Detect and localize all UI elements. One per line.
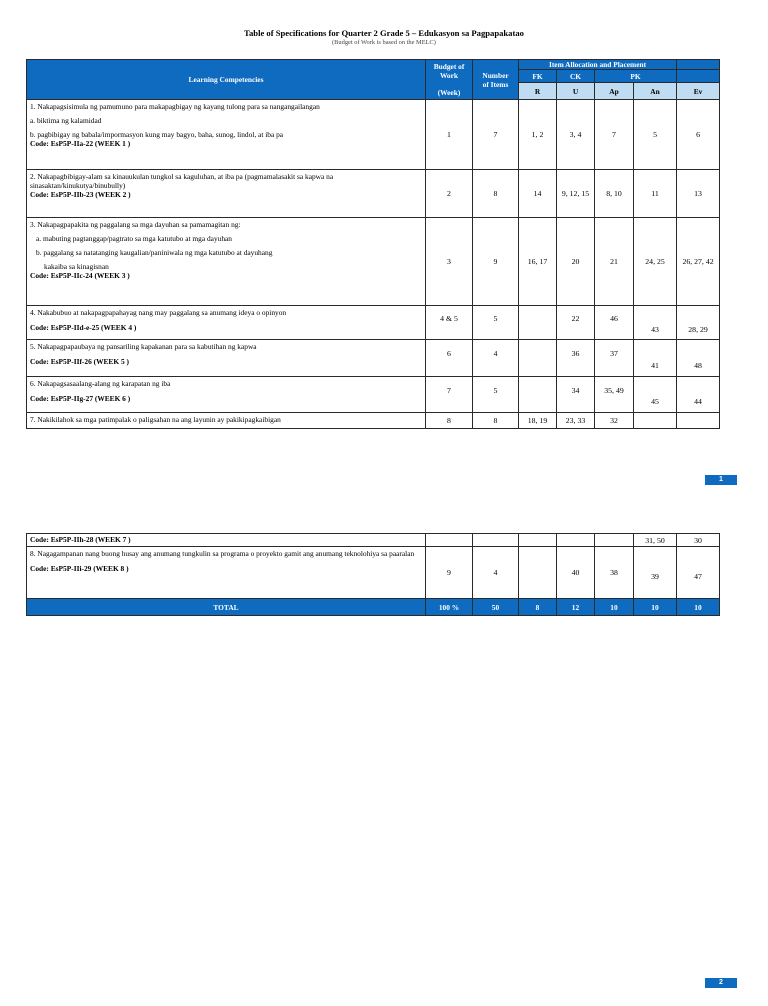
competency-code: Code: EsP5P-IIf-26 (WEEK 5 ) (30, 357, 129, 367)
ap-cell: 37 (595, 340, 634, 377)
week-cell (426, 534, 473, 547)
header-group-pk: PK (595, 70, 677, 83)
table-row (27, 340, 720, 377)
total-row (27, 599, 720, 616)
header-budget-line1: Budget of (433, 62, 465, 71)
ev-cell: 47 (677, 547, 720, 599)
competency-cell (27, 340, 426, 377)
items-cell: 8 (473, 170, 519, 218)
header-item-allocation: Item Allocation and Placement (519, 60, 677, 70)
an-cell: 39 (634, 547, 677, 599)
header-sub-an: An (634, 83, 677, 100)
week-cell: 6 (426, 340, 473, 377)
table-row (27, 377, 720, 413)
ev-cell: 48 (677, 340, 720, 377)
competency-code: Code: EsP5P-IIh-28 (WEEK 7 ) (30, 535, 131, 544)
u-cell: 9, 12, 15 (557, 170, 595, 218)
competency-text: 2. Nakapagbibigay-alam sa kinauukulan tungkol sa kaguluhan, at iba pa (pagmamalasakit sa kapwa na sinasaktan/kinukutya/binubully) (30, 172, 334, 191)
table-row (27, 534, 720, 547)
header-sub-u: U (557, 83, 595, 100)
u-cell: 20 (557, 218, 595, 306)
u-cell: 3, 4 (557, 100, 595, 170)
competency-code: Code: EsP5P-IIc-24 (WEEK 3 ) (30, 271, 130, 281)
ap-cell: 7 (595, 100, 634, 170)
competency-subitem: b. paggalang sa natatanging kaugalian/paniniwala ng mga katutubo at dayuhang (36, 248, 273, 258)
header-group-ck: CK (557, 70, 595, 83)
ev-cell: 30 (677, 534, 720, 547)
competency-text: 6. Nakapagsasaalang-alang ng karapatan ng iba (30, 379, 171, 388)
ap-cell: 46 (595, 306, 634, 340)
competency-cell (27, 170, 426, 218)
u-cell (557, 534, 595, 547)
competency-subitem: a. biktima ng kalamidad (30, 116, 102, 126)
ev-cell (677, 413, 720, 429)
header-number-of-items (473, 60, 519, 100)
header-sub-ev: Ev (677, 83, 720, 100)
header-budget-line2: Work (439, 71, 459, 80)
ap-cell: 32 (595, 413, 634, 429)
competency-code: Code: EsP5P-IIi-29 (WEEK 8 ) (30, 564, 129, 574)
items-cell: 8 (473, 413, 519, 429)
items-cell: 5 (473, 306, 519, 340)
competency-cell (27, 534, 426, 547)
r-cell (519, 340, 557, 377)
an-cell: 41 (634, 340, 677, 377)
table-row (27, 218, 720, 306)
page-number-badge: 2 (705, 978, 737, 988)
header-items-line1: Number (482, 70, 509, 80)
competency-text: 4. Nakabubuo at nakapagpapahayag nang may paggalang sa anumang ideya o opinyon (30, 308, 287, 317)
competency-cell (27, 377, 426, 413)
an-cell: 43 (634, 306, 677, 340)
week-cell: 3 (426, 218, 473, 306)
ap-cell: 35, 49 (595, 377, 634, 413)
competency-subitem: kakaiba sa kinagisnan (44, 262, 109, 272)
competency-cell (27, 218, 426, 306)
week-cell: 2 (426, 170, 473, 218)
items-cell: 5 (473, 377, 519, 413)
u-cell: 22 (557, 306, 595, 340)
header-group-blank (677, 70, 720, 83)
r-cell: 1, 2 (519, 100, 557, 170)
competency-text: 5. Nakapagpapaubaya ng pansariling kapakanan para sa kabutihan ng kapwa (30, 342, 257, 351)
specification-table-page-1 (26, 59, 720, 429)
competency-text: 8. Nagagampanan nang buong husay ang anumang tungkulin sa programa o proyekto gamit ang anumang teknolohiya sa paaralan (30, 549, 415, 559)
competency-code: Code: EsP5P-IIg-27 (WEEK 6 ) (30, 394, 131, 404)
table-row (27, 170, 720, 218)
u-cell: 23, 33 (557, 413, 595, 429)
week-cell: 9 (426, 547, 473, 599)
an-cell: 31, 50 (634, 534, 677, 547)
ap-cell: 38 (595, 547, 634, 599)
items-cell: 7 (473, 100, 519, 170)
table-row (27, 100, 720, 170)
competency-code: Code: EsP5P-IIa-22 (WEEK 1 ) (30, 139, 131, 149)
ev-cell: 28, 29 (677, 306, 720, 340)
header-group-fk: FK (519, 70, 557, 83)
competency-cell (27, 100, 426, 170)
total-ap: 10 (595, 599, 634, 616)
items-cell: 4 (473, 547, 519, 599)
header-allocation-blank (677, 60, 720, 70)
header-learning-competencies: Learning Competencies (27, 60, 426, 100)
ev-cell: 6 (677, 100, 720, 170)
u-cell: 36 (557, 340, 595, 377)
table-row (27, 306, 720, 340)
total-week: 100 % (426, 599, 473, 616)
an-cell: 11 (634, 170, 677, 218)
an-cell: 24, 25 (634, 218, 677, 306)
total-ev: 10 (677, 599, 720, 616)
competency-cell (27, 547, 426, 599)
competency-text: 3. Nakapagpapakita ng paggalang sa mga dayuhan sa pamamagitan ng: (30, 220, 241, 229)
r-cell (519, 547, 557, 599)
an-cell: 45 (634, 377, 677, 413)
r-cell: 16, 17 (519, 218, 557, 306)
u-cell: 34 (557, 377, 595, 413)
document-title: Table of Specifications for Quarter 2 Grade 5 – Edukasyon sa Pagpapakatao (244, 28, 524, 38)
r-cell (519, 306, 557, 340)
items-cell: 4 (473, 340, 519, 377)
ap-cell: 8, 10 (595, 170, 634, 218)
an-cell (634, 413, 677, 429)
r-cell (519, 377, 557, 413)
specification-table-page-2 (26, 533, 720, 616)
competency-cell (27, 413, 426, 429)
r-cell: 14 (519, 170, 557, 218)
r-cell (519, 534, 557, 547)
items-cell (473, 534, 519, 547)
competency-text: 1. Nakapagsisimula ng pamumuno para makapagbigay ng kayang tulong para sa nangangailangan (30, 102, 320, 111)
items-cell: 9 (473, 218, 519, 306)
competency-subitem: b. pagbibigay ng babala/impormasyon kung may bagyo, baha, sunog, lindol, at iba pa (30, 130, 284, 140)
document-subtitle: (Budget of Work is based on the MELC) (332, 39, 436, 46)
competency-text: 7. Nakikilahok sa mga patimpalak o paligsahan na ang layunin ay pakikipagkaibigan (30, 415, 281, 424)
ev-cell: 26, 27, 42 (677, 218, 720, 306)
total-items: 50 (473, 599, 519, 616)
total-an: 10 (634, 599, 677, 616)
competency-cell (27, 306, 426, 340)
table-row (27, 413, 720, 429)
header-sub-ap: Ap (595, 83, 634, 100)
header-sub-r: R (519, 83, 557, 100)
total-u: 12 (557, 599, 595, 616)
competency-code: Code: EsP5P-IId-e-25 (WEEK 4 ) (30, 323, 137, 333)
header-items-line2: of Items (482, 79, 509, 89)
ev-cell: 44 (677, 377, 720, 413)
r-cell: 18, 19 (519, 413, 557, 429)
ap-cell (595, 534, 634, 547)
competency-subitem: a. mabuting pagtanggap/pagtrato sa mga katutubo at mga dayuhan (36, 234, 232, 244)
header-budget-line3: (Week) (437, 88, 461, 97)
total-label: TOTAL (27, 599, 426, 616)
total-r: 8 (519, 599, 557, 616)
header-budget-of-work (426, 60, 473, 100)
ev-cell: 13 (677, 170, 720, 218)
table-row (27, 547, 720, 599)
week-cell: 8 (426, 413, 473, 429)
page-number-badge: 1 (705, 475, 737, 485)
week-cell: 4 & 5 (426, 306, 473, 340)
u-cell: 40 (557, 547, 595, 599)
ap-cell: 21 (595, 218, 634, 306)
week-cell: 7 (426, 377, 473, 413)
an-cell: 5 (634, 100, 677, 170)
week-cell: 1 (426, 100, 473, 170)
competency-code: Code: EsP5P-IIb-23 (WEEK 2 ) (30, 190, 131, 200)
